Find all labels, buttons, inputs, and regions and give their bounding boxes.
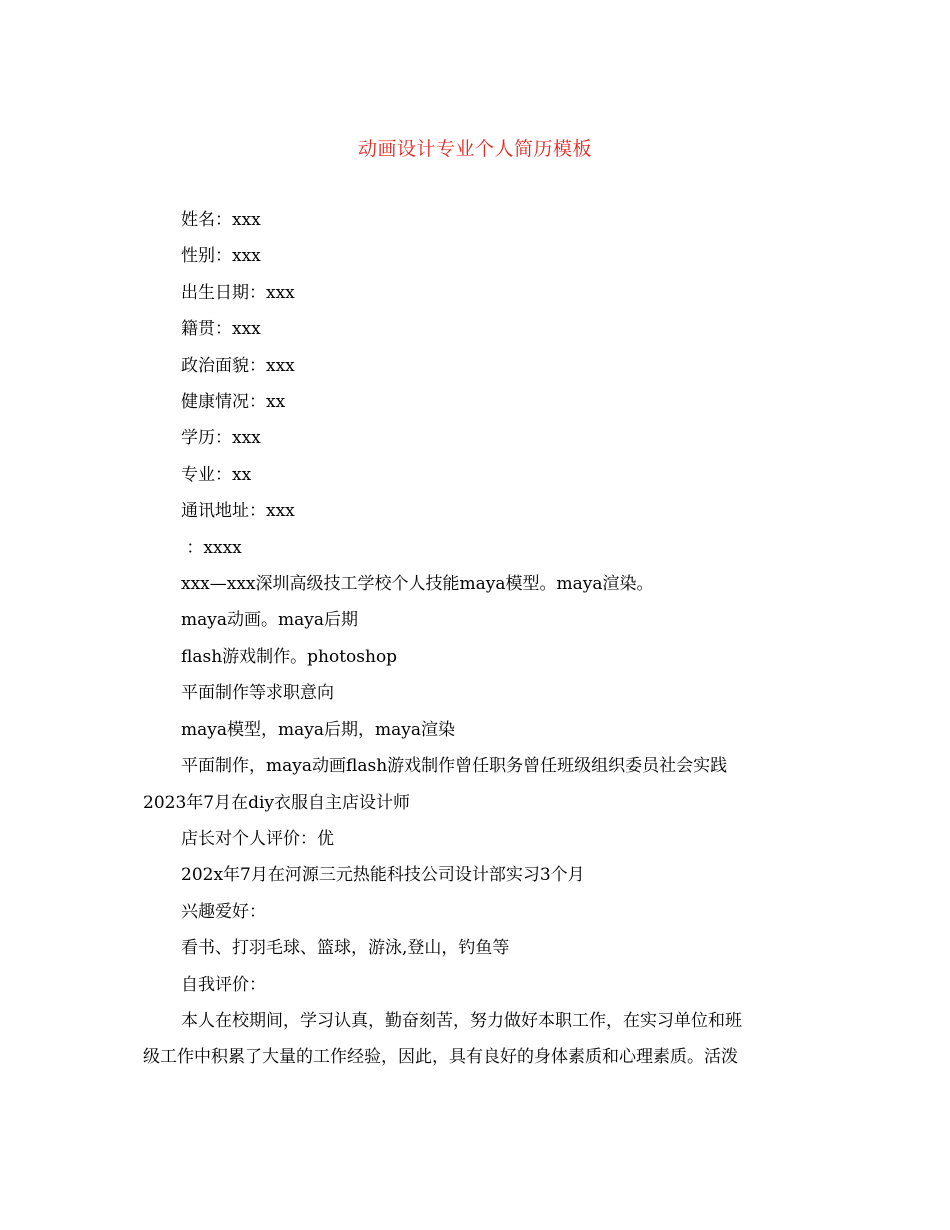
self-eval-text: 本人在校期间，学习认真，勤奋刻苦，努力做好本职工作，在实习单位和班	[181, 1010, 742, 1031]
field-political-status: 政治面貌：xxx	[181, 355, 295, 376]
skills-line: maya动画。maya后期	[181, 610, 358, 631]
field-major: 专业：xx	[181, 464, 252, 485]
experience-line-continued: 2023年7月在diy衣服自主店设计师	[143, 792, 411, 813]
skills-line: 平面制作等求职意向	[181, 683, 334, 704]
field-birthdate: 出生日期：xxx	[181, 282, 295, 303]
skills-line: flash游戏制作。photoshop	[181, 646, 398, 667]
resume-body	[143, 202, 803, 1076]
hobbies-label: 兴趣爱好：	[181, 901, 266, 922]
experience-line: 平面制作，maya动画flash游戏制作曾任职务曾任班级组织委员社会实践	[181, 756, 728, 777]
field-education: 学历：xxx	[181, 428, 261, 449]
self-eval-label: 自我评价：	[181, 974, 266, 995]
experience-internship: 202x年7月在河源三元热能科技公司设计部实习3个月	[181, 865, 585, 886]
skills-line: xxx—xxx深圳高级技工学校个人技能maya模型。maya渲染。	[181, 574, 654, 595]
field-health: 健康情况：xx	[181, 392, 286, 413]
document-title: 动画设计专业个人简历模板	[357, 138, 592, 160]
hobbies-value: 看书、打羽毛球、篮球，游泳,登山，钓鱼等	[181, 938, 510, 959]
skills-line: maya模型，maya后期，maya渲染	[181, 719, 455, 740]
field-gender: 性别：xxx	[181, 246, 261, 267]
self-eval-text-continued: 级工作中积累了大量的工作经验，因此，具有良好的身体素质和心理素质。活泼	[143, 1047, 738, 1068]
field-name: 姓名：xxx	[181, 210, 261, 230]
field-contact: ：xxxx	[181, 537, 242, 558]
experience-evaluation: 店长对个人评价：优	[181, 828, 334, 849]
field-address: 通讯地址：xxx	[181, 501, 295, 522]
field-hometown: 籍贯：xxx	[181, 319, 261, 340]
